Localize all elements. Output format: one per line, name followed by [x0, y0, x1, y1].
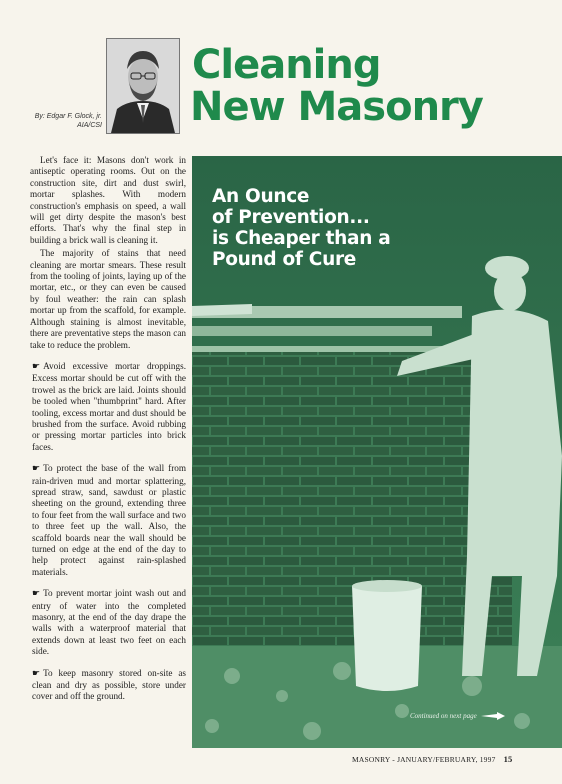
- bullet-item: [30, 463, 186, 578]
- photo-headline: [212, 186, 512, 270]
- title-line-1: Cleaning: [192, 42, 381, 88]
- paragraph: Let's face it: Masons don't work in antiseptic operating rooms. Out on the construction site, dirt and dust swirl, mortar splashes. With modern construction's emphasis on speed, a wall will get dirty despite the mason's best efforts. That's why the final step in building a brick wall is cleaning it.: [30, 155, 186, 245]
- bullet-text: To prevent mortar joint wash out and entry of water into the completed masonry, at the end of the day drape the walls with a waterproof material that extends down at least two feet on each side.: [32, 588, 186, 657]
- paragraph: The majority of stains that need cleaning are mortar smears. These result from the tooling of joints, laying up of the mortar, etc., or they can even be caused by foul weather: the rain can splash mortar up from the scaffold, for example. Although staining is almost inevitable, there are preventative steps the mason can take to reduce the problem.: [30, 248, 186, 350]
- arrow-right-icon: [481, 712, 505, 720]
- title-line-2: New Masonry: [190, 84, 483, 130]
- bullet-item: [30, 588, 186, 657]
- continued-note: [410, 712, 505, 720]
- headline-line: is Cheaper than a: [212, 228, 391, 249]
- pointing-hand-icon: ☛: [32, 589, 41, 600]
- byline-author: By: Edgar F. Glock, jr.: [34, 113, 102, 120]
- body-column: [30, 155, 186, 703]
- byline: [30, 112, 102, 130]
- pointing-hand-icon: ☛: [32, 668, 41, 679]
- byline-credentials: AIA/CSI: [77, 122, 102, 129]
- bullet-item: [30, 361, 186, 453]
- headline-line: An Ounce: [212, 186, 310, 207]
- pointing-hand-icon: ☛: [32, 464, 41, 475]
- bullet-text: To keep masonry stored on-site as clean and dry as possible, store under cover and off the ground.: [32, 667, 186, 702]
- page-number: 15: [503, 754, 513, 764]
- page-footer: [352, 754, 513, 764]
- article-title: [190, 44, 530, 128]
- author-portrait: [106, 38, 180, 134]
- headline-line: of Prevention...: [212, 207, 370, 228]
- bullet-item: [30, 668, 186, 703]
- footer-publication: MASONRY - JANUARY/FEBRUARY, 1997: [352, 755, 496, 764]
- headline-line: Pound of Cure: [212, 249, 357, 270]
- continued-text: Continued on next page: [410, 712, 477, 720]
- bullet-text: Avoid excessive mortar droppings. Excess mortar should be cut off with the trowel as the brick are laid. Joints should be tooled when "thumbprint" hard. After tooling, excess mortar and dust should be brushed from the surface. Avoid rubbing or pressing mortar particles into brick faces.: [32, 360, 186, 452]
- bullet-text: To protect the base of the wall from rain-driven mud and mortar splattering, spread straw, sand, sawdust or plastic sheeting on the ground, extending three to four feet from the wall surface and two to three feet up the wall. Also, the scaffold boards near the wall should be turned on edge at the end of the day to help protect against rain-splashed materials.: [32, 463, 186, 577]
- pointing-hand-icon: ☛: [32, 361, 41, 372]
